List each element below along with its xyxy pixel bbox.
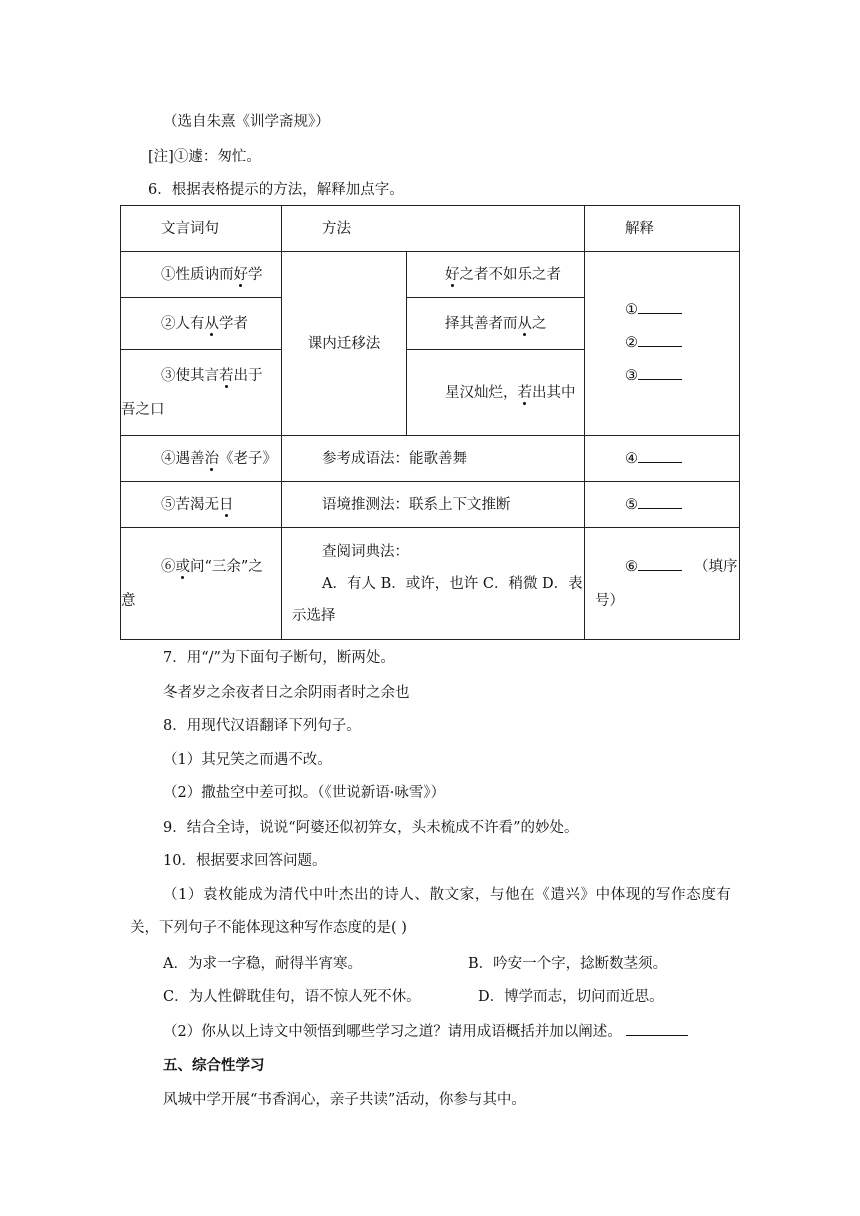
answer-5: ⑤ [585,482,740,528]
footnote: [注]①遽：匆忙。 [148,149,261,165]
row5-method: 语境推测法：联系上下文推断 [282,482,585,528]
answer-blank-10-2[interactable] [626,1035,688,1036]
answer-6: ⑥ （填序 号） [585,528,740,640]
row2-phrase: ②人有从学者 [121,298,282,350]
header-method: 方法 [282,206,585,252]
row1-example: 好之者不如乐之者 [407,252,585,298]
row6-method: 查阅词典法： A．有人 B．或许，也许 C．稍微 D．表 示选择 [282,528,585,640]
option-c: C．为人性僻耽佳句，语不惊人死不休。 [163,989,421,1005]
question-9-prompt: 9．结合全诗，说说“阿婆还似初笄女，头未梳成不许看”的妙处。 [163,820,579,836]
row4-method: 参考成语法：能歌善舞 [282,436,585,482]
answer-blank-5[interactable] [638,508,682,509]
row6-phrase: ⑥或问“三余”之 意 [121,528,282,640]
answers-1-3: ① ② ③ [585,252,740,436]
question-10-item-1-line-2: 关，下列句子不能体现这种写作态度的是( ) [130,920,407,936]
row2-example: 择其善者而从之 [407,298,585,350]
section-5-intro: 风城中学开展“书香润心，亲子共读”活动，你参与其中。 [163,1092,526,1108]
section-5-title: 五、综合性学习 [163,1057,265,1074]
question-8-prompt: 8．用现代汉语翻译下列句子。 [163,718,361,734]
row1-phrase: ①性质讷而好学 [121,252,282,298]
source-citation: （选自朱熹《训学斋规》） [163,114,330,130]
question-6-prompt: 6．根据表格提示的方法，解释加点字。 [148,182,404,198]
row3-example: 星汉灿烂，若出其中 [407,350,585,436]
option-d: D．博学而志，切问而近思。 [478,989,664,1005]
answer-blank-4[interactable] [638,462,682,463]
question-10-item-2: （2）你从以上诗文中领悟到哪些学习之道？请用成语概括并加以阐述。 [163,1022,688,1042]
answer-4: ④ [585,436,740,482]
question-10-prompt: 10．根据要求回答问题。 [163,853,327,869]
option-b: B．吟安一个字，捻断数茎须。 [468,956,668,972]
question-6-table [120,205,740,640]
question-10-item-1-line-1: （1）袁枚能成为清代中叶杰出的诗人、散文家，与他在《遣兴》中体现的写作态度有 [163,887,732,903]
answer-blank-1[interactable] [638,313,682,314]
row5-phrase: ⑤苦渴无日 [121,482,282,528]
header-phrase: 文言词句 [121,206,282,252]
question-7-prompt: 7．用“/”为下面句子断句，断两处。 [163,650,395,666]
row4-phrase: ④遇善治《老子》 [121,436,282,482]
method-in-class-transfer: 课内迁移法 [282,252,407,436]
row3-phrase: ③使其言若出于 吾之口 [121,350,282,436]
option-a: A．为求一字稳，耐得半宵寒。 [163,956,362,972]
question-8-item-1: （1）其兄笑之而遇不改。 [163,752,332,768]
question-7-sentence: 冬者岁之余夜者日之余阴雨者时之余也 [163,685,410,701]
header-explanation: 解释 [585,206,740,252]
answer-blank-2[interactable] [638,346,682,347]
answer-blank-6[interactable] [638,570,682,571]
answer-blank-3[interactable] [638,379,682,380]
question-8-item-2: （2）撒盐空中差可拟。（《世说新语·咏雪》） [163,785,446,801]
